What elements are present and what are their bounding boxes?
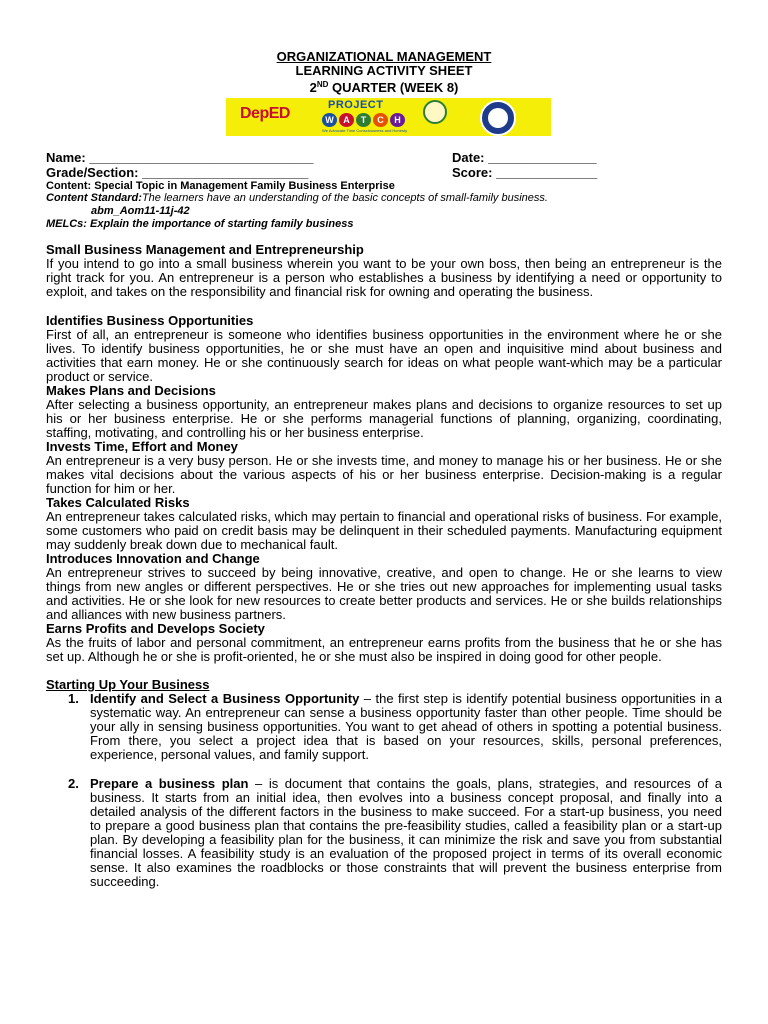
section-paragraph: An entrepreneur takes calculated risks, which may pertain to financial and operational risks of business. For example, some customers who paid on credit basis may be delinquent in their scheduled payments. Manufacturing equipment may suddenly break down due to mechanical fault. <box>46 509 722 552</box>
section-heading: Takes Calculated Risks <box>46 495 190 510</box>
melc-code: abm_Aom11-11j-42 <box>91 205 190 217</box>
watch-letter: H <box>390 113 405 127</box>
watch-logo <box>322 113 405 127</box>
section-paragraph: First of all, an entrepreneur is someone who identifies business opportunities in the environment where he or she lives. To identify business opportunities, he or she must have an open and inquisitive mind about business and activities that earn money. He or she continuously search for ideas on what people want-which may be a particular product or service. <box>46 327 722 384</box>
score-field[interactable]: Score: ______________ <box>452 165 598 180</box>
watch-letter: A <box>339 113 354 127</box>
school-seal-icon <box>480 100 516 136</box>
document-title: ORGANIZATIONAL MANAGEMENT <box>276 49 492 64</box>
content-line: Content: Special Topic in Management Family Business Enterprise <box>46 180 395 192</box>
section-heading: Identifies Business Opportunities <box>46 313 254 328</box>
content-standard-line: Content Standard:The learners have an understanding of the basic concepts of small-family business. <box>46 192 548 204</box>
project-tagline: We Advocate Time Consciousness and Honesty <box>322 128 408 133</box>
section-paragraph: An entrepreneur strives to succeed by being innovative, creative, and open to change. He or she learns to view things from new angles or different perspectives. He or she tries out new approaches for implementing usual tasks and activities. He or she look for new resources to create better products and services. He or she builds relationships and alliances with new business partners. <box>46 565 722 622</box>
deped-logo: DepED <box>240 105 290 122</box>
section-heading: Earns Profits and Develops Society <box>46 621 265 636</box>
watch-letter: C <box>373 113 388 127</box>
section-heading: Makes Plans and Decisions <box>46 383 216 398</box>
starting-business-heading: Starting Up Your Business <box>46 677 210 692</box>
step-item: Identify and Select a Business Opportunity – the first step is identify potential business opportunities in a systematic way. An entrepreneur can sense a business opportunity faster than other people. Time should be your ally in sensing business opportunities. You want to get ahead of others in spotting a potential business. From there, you select a project idea that is based on your resources, skills, personal preferences, experience, personal values, and family support. <box>90 691 722 762</box>
name-field[interactable]: Name: _______________________________ <box>46 150 314 165</box>
date-field[interactable]: Date: _______________ <box>452 150 597 165</box>
step-number: 2. <box>68 776 79 791</box>
section-paragraph: After selecting a business opportunity, an entrepreneur makes plans and decisions to organize resources to set up his or her business enterprise. He or she performs managerial functions of planning, organizing, coordinating, staffing, motivating, and controlling his or her business enterprise. <box>46 397 722 440</box>
step-item: Prepare a business plan – is document that contains the goals, plans, strategies, and resources of a business. It starts from an initial idea, then evolves into a business concept proposal, and finally into a detailed analysis of the different factors in the business to make succeed. For a start-up business, you need to prepare a good business plan that contains the pre-feasibility studies, called a feasibility plan or a start-up plan. By developing a feasibility plan for the business, it can minimize the risk and save you from substantial financial losses. A feasibility study is an evaluation of the proposed project in terms of its overall economic sense. It also examines the roadblocks or those constraints that will prevent the business enterprise from succeeding. <box>90 776 722 889</box>
section-paragraph: If you intend to go into a small business wherein you want to be your own boss, then being an entrepreneur is the right track for you. An entrepreneur is a person who establishes a business by identifying a need or opportunity to exploit, and takes on the responsibility and financial risk for owning and operating the business. <box>46 256 722 299</box>
deped-project-watch-banner <box>226 98 551 136</box>
quarter-label: 2ND QUARTER (WEEK 8) <box>309 80 459 95</box>
grade-section-field[interactable]: Grade/Section: _______________________ <box>46 165 309 180</box>
project-label: PROJECT <box>328 99 384 111</box>
section-paragraph: As the fruits of labor and personal commitment, an entrepreneur earns profits from the business that he or she has set up. Although he or she is profit-oriented, he or she must also be inspired in doing good for other people. <box>46 635 722 664</box>
step-number: 1. <box>68 691 79 706</box>
section-heading: Introduces Innovation and Change <box>46 551 260 566</box>
document-subtitle: LEARNING ACTIVITY SHEET <box>295 63 473 78</box>
watch-letter: W <box>322 113 337 127</box>
melcs-line: MELCs: Explain the importance of starting family business <box>46 218 354 230</box>
section-heading: Small Business Management and Entrepreneurship <box>46 242 364 257</box>
section-heading: Invests Time, Effort and Money <box>46 439 238 454</box>
section-paragraph: An entrepreneur is a very busy person. He or she invests time, and money to manage his or her business. He or she makes vital decisions about the various aspects of his or her business enterprise. Decision-making is a regular function for him or her. <box>46 453 722 496</box>
clock-icon <box>423 100 447 124</box>
watch-letter: T <box>356 113 371 127</box>
